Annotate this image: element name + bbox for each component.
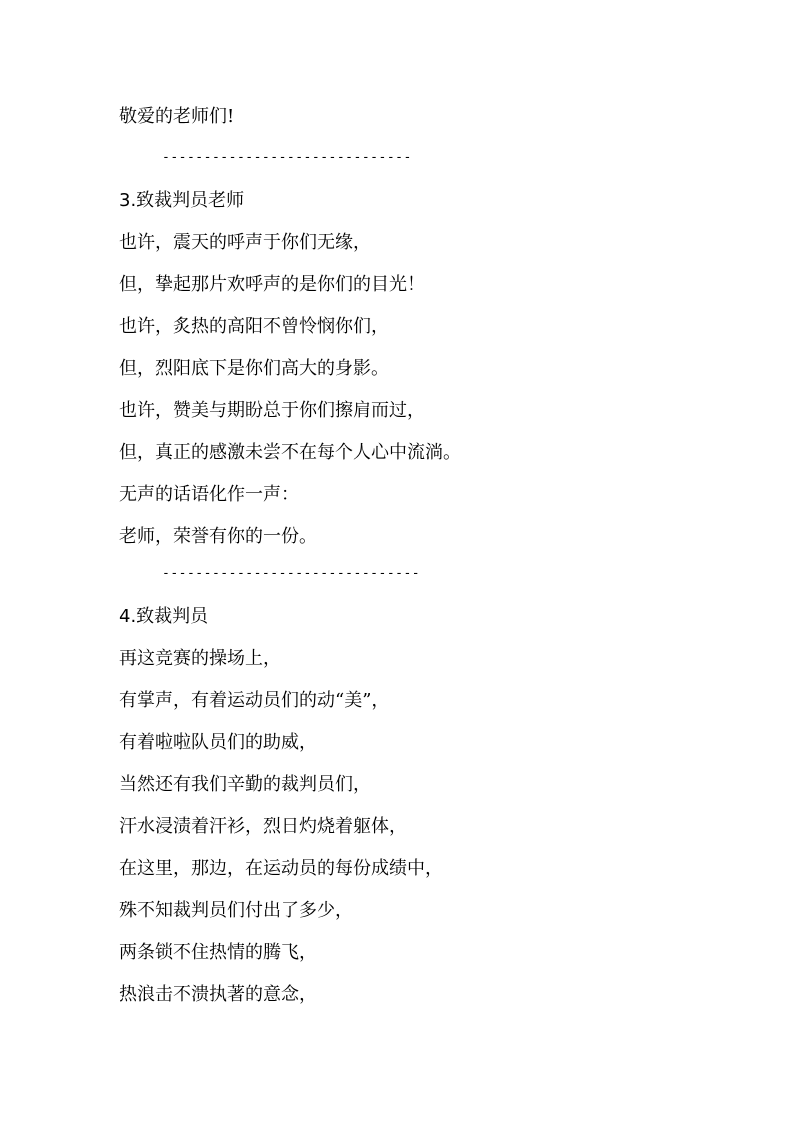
closing-line: 敬爱的老师们! [119,106,235,127]
poem-line: 有掌声，有着运动员们的动“美”， [119,690,390,711]
poem-line: 在这里，那边，在运动员的每份成绩中， [119,858,443,879]
separator-line: ------------------------------- [162,566,421,581]
poem-line: 两条锁不住热情的腾飞， [119,942,317,963]
poem-line: 汗水浸渍着汗衫，烈日灼烧着躯体， [119,816,407,837]
poem-line: 殊不知裁判员们付出了多少， [119,900,353,921]
poem-line: 当然还有我们辛勤的裁判员们， [119,774,371,795]
poem-line: 也许，赞美与期盼总于你们擦肩而过， [119,400,425,421]
poem-line: 但，挚起那片欢呼声的是你们的目光！ [119,274,425,295]
section-title: 3.致裁判员老师 [119,190,245,211]
poem-line: 无声的话语化作一声： [119,484,299,505]
poem-line: 老师，荣誉有你的一份。 [119,526,317,547]
poem-line: 再这竞赛的操场上， [119,648,281,669]
separator-line: ------------------------------ [162,150,412,165]
poem-line: 但，烈阳底下是你们高大的身影。 [119,358,389,379]
section-title: 4.致裁判员 [119,606,209,627]
poem-line: 热浪击不溃执著的意念， [119,984,317,1005]
poem-line: 但，真正的感激未尝不在每个人心中流淌。 [119,442,461,463]
poem-line: 有着啦啦队员们的助威， [119,732,317,753]
poem-line: 也许，炙热的高阳不曾怜悯你们， [119,316,389,337]
poem-line: 也许，震天的呼声于你们无缘， [119,232,371,253]
